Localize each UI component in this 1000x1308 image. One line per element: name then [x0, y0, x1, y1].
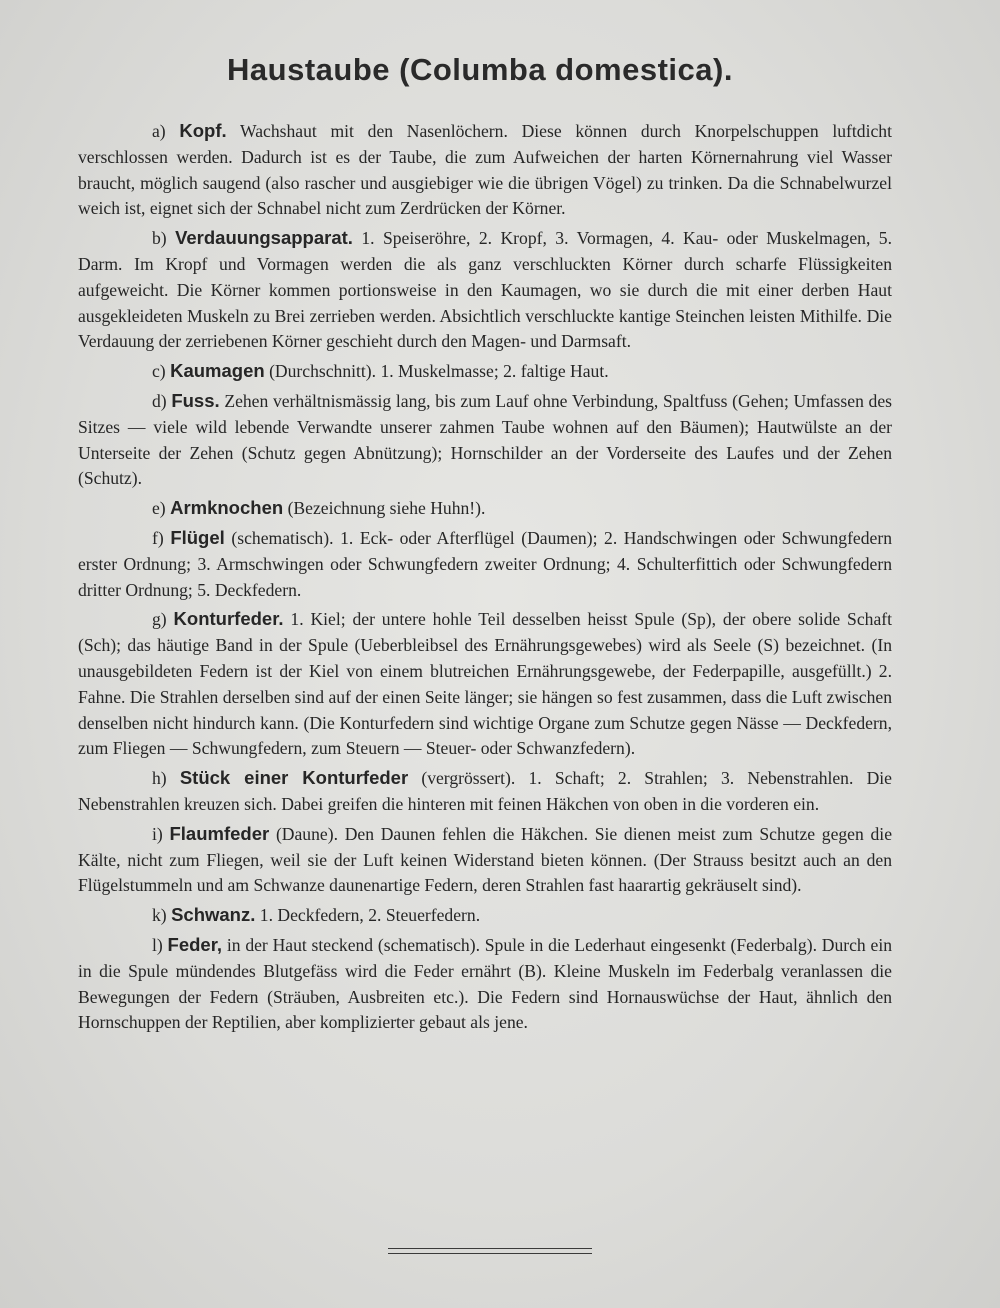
- section-h: [78, 765, 892, 818]
- section-marker: l): [152, 934, 163, 955]
- section-heading: Stück einer Konturfeder: [179, 767, 409, 789]
- section-l: [78, 932, 892, 1036]
- section-marker: f): [152, 527, 164, 548]
- section-text: (Durchschnitt). 1. Muskelmasse; 2. faltige Haut.: [269, 361, 609, 382]
- section-marker: i): [152, 823, 163, 844]
- section-d: [78, 388, 892, 492]
- section-marker: k): [152, 905, 167, 926]
- body-text: [78, 118, 892, 1039]
- section-text: (vergrössert). 1. Schaft; 2. Strahlen; 3. Nebenstrahlen. Die Nebenstrahlen kreuzen sich. Dabei greifen die hinteren mit feinen Häkchen von oben in die vorderen ein.: [78, 768, 892, 814]
- section-e: [78, 495, 892, 522]
- section-a: [78, 118, 892, 222]
- section-text: 1. Speiseröhre, 2. Kropf, 3. Vormagen, 4. Kau- oder Muskelmagen, 5. Darm. Im Kropf und Vormagen werden die als ganz verschluckten Körner durch scharfe Flüssigkeiten aufgeweicht. Die Körner kommen portionsweise in den Kaumagen, wo sie durch die mit einer derben Haut ausgekleideten Muskeln zu Brei zerrieben werden. Absichtlich verschluckte kantige Steinchen leisten Mithilfe. Die Verdauung der zerriebenen Körner geschieht durch den Magen- und Darmsaft.: [78, 228, 892, 352]
- end-rule-bottom: [388, 1253, 592, 1254]
- page-title: Haustaube (Columba domestica).: [227, 52, 733, 87]
- section-heading: Kopf.: [179, 120, 227, 141]
- section-marker: a): [152, 121, 166, 141]
- section-i: [78, 821, 892, 899]
- section-marker: h): [152, 768, 167, 789]
- section-text: 1. Kiel; der untere hohle Teil desselben heisst Spule (Sp), der obere solide Schaft (Sch); das häutige Band in der Spule (Ueberbleibsel des Ernährungsgewebes) wird als Seele (S) bezeichnet. (In unausgebildeten Federn ist der Kiel von einem blutreichen Ernährungsgewebe, der Federpapille, ausgefüllt.) 2. Fahne. Die Strahlen derselben sind auf der einen Seite länger; sie hängen so fest zusammen, dass die Luft zwischen denselben nicht hindurch kann. (Die Konturfedern sind wichtige Organe zum Schutze gegen Nässe — Deckfedern, zum Fliegen — Schwungfedern, zum Steuern — Steuer- oder Schwanzfedern).: [78, 609, 893, 759]
- section-marker: b): [152, 228, 167, 249]
- section-text: in der Haut steckend (schematisch). Spule in die Lederhaut eingesenkt (Federbalg). Durch ein in die Spule mündendes Blutgefäss wird die Feder ernährt (B). Kleine Muskeln im Federbalg veranlassen die Bewegungen der Federn (Sträuben, Ausbreiten etc.). Die Federn sind Hornauswüchse der Haut, ähnlich den Hornschuppen der Reptilien, aber komplizierter gebaut als jene.: [78, 934, 893, 1033]
- section-k: [78, 902, 892, 929]
- section-heading: Armknochen: [170, 497, 284, 519]
- section-heading: Kaumagen: [170, 360, 265, 382]
- section-heading: Feder,: [167, 933, 223, 955]
- section-text: (schematisch). 1. Eck- oder Afterflügel (Daumen); 2. Handschwingen oder Schwungfedern erster Ordnung; 3. Armschwingen oder Schwungfedern zweiter Ordnung; 4. Schulterfittich oder Schwungfedern dritter Ordnung; 5. Deckfedern.: [78, 527, 893, 600]
- section-b: [78, 225, 892, 355]
- section-marker: c): [152, 361, 166, 382]
- section-c: [78, 358, 892, 385]
- section-text: Wachshaut mit den Nasenlöchern. Diese können durch Knorpelschuppen luftdicht verschlossen werden. Dadurch ist es der Taube, die zum Aufweichen der harten Körnernahrung viel Wasser braucht, möglich saugend (also rascher und ausgiebiger wie die übrigen Vögel) zu trinken. Da die Schnabelwurzel weich ist, eignet sich der Schnabel nicht zum Zerdrücken der Körner.: [78, 121, 892, 219]
- end-rule-top: [388, 1248, 592, 1249]
- section-f: [78, 525, 892, 603]
- section-heading: Fuss.: [171, 389, 220, 411]
- section-heading: Konturfeder.: [173, 608, 284, 630]
- section-marker: g): [152, 609, 167, 630]
- section-text: (Daune). Den Daunen fehlen die Häkchen. Sie dienen meist zum Schutze gegen die Kälte, nicht zum Fliegen, weil sie der Luft keinen Widerstand bieten können. (Der Strauss besitzt auch an den Flügelstummeln und am Schwanze daunenartige Federn, deren Strahlen fast haarartig gekräuselt sind).: [78, 823, 893, 896]
- section-marker: e): [152, 498, 166, 519]
- section-heading: Flügel: [170, 526, 225, 548]
- section-text: Zehen verhältnismässig lang, bis zum Lauf ohne Verbindung, Spaltfuss (Gehen; Umfassen des Sitzes — viele wild lebende Verwandte unserer zahmen Taube wohnen auf den Bäumen); Hautwülste an der Unterseite der Zehen (Schutz gegen Abnützung); Hornschilder an der Vorderseite des Laufes und der Zehen (Schutz).: [78, 390, 892, 489]
- section-text: 1. Deckfedern, 2. Steuerfedern.: [259, 905, 481, 926]
- section-g: [78, 606, 892, 762]
- section-text: (Bezeichnung siehe Huhn!).: [287, 498, 486, 519]
- section-heading: Verdauungsapparat.: [175, 227, 353, 249]
- section-heading: Flaumfeder: [169, 822, 270, 844]
- section-heading: Schwanz.: [171, 904, 256, 926]
- section-marker: d): [152, 390, 167, 411]
